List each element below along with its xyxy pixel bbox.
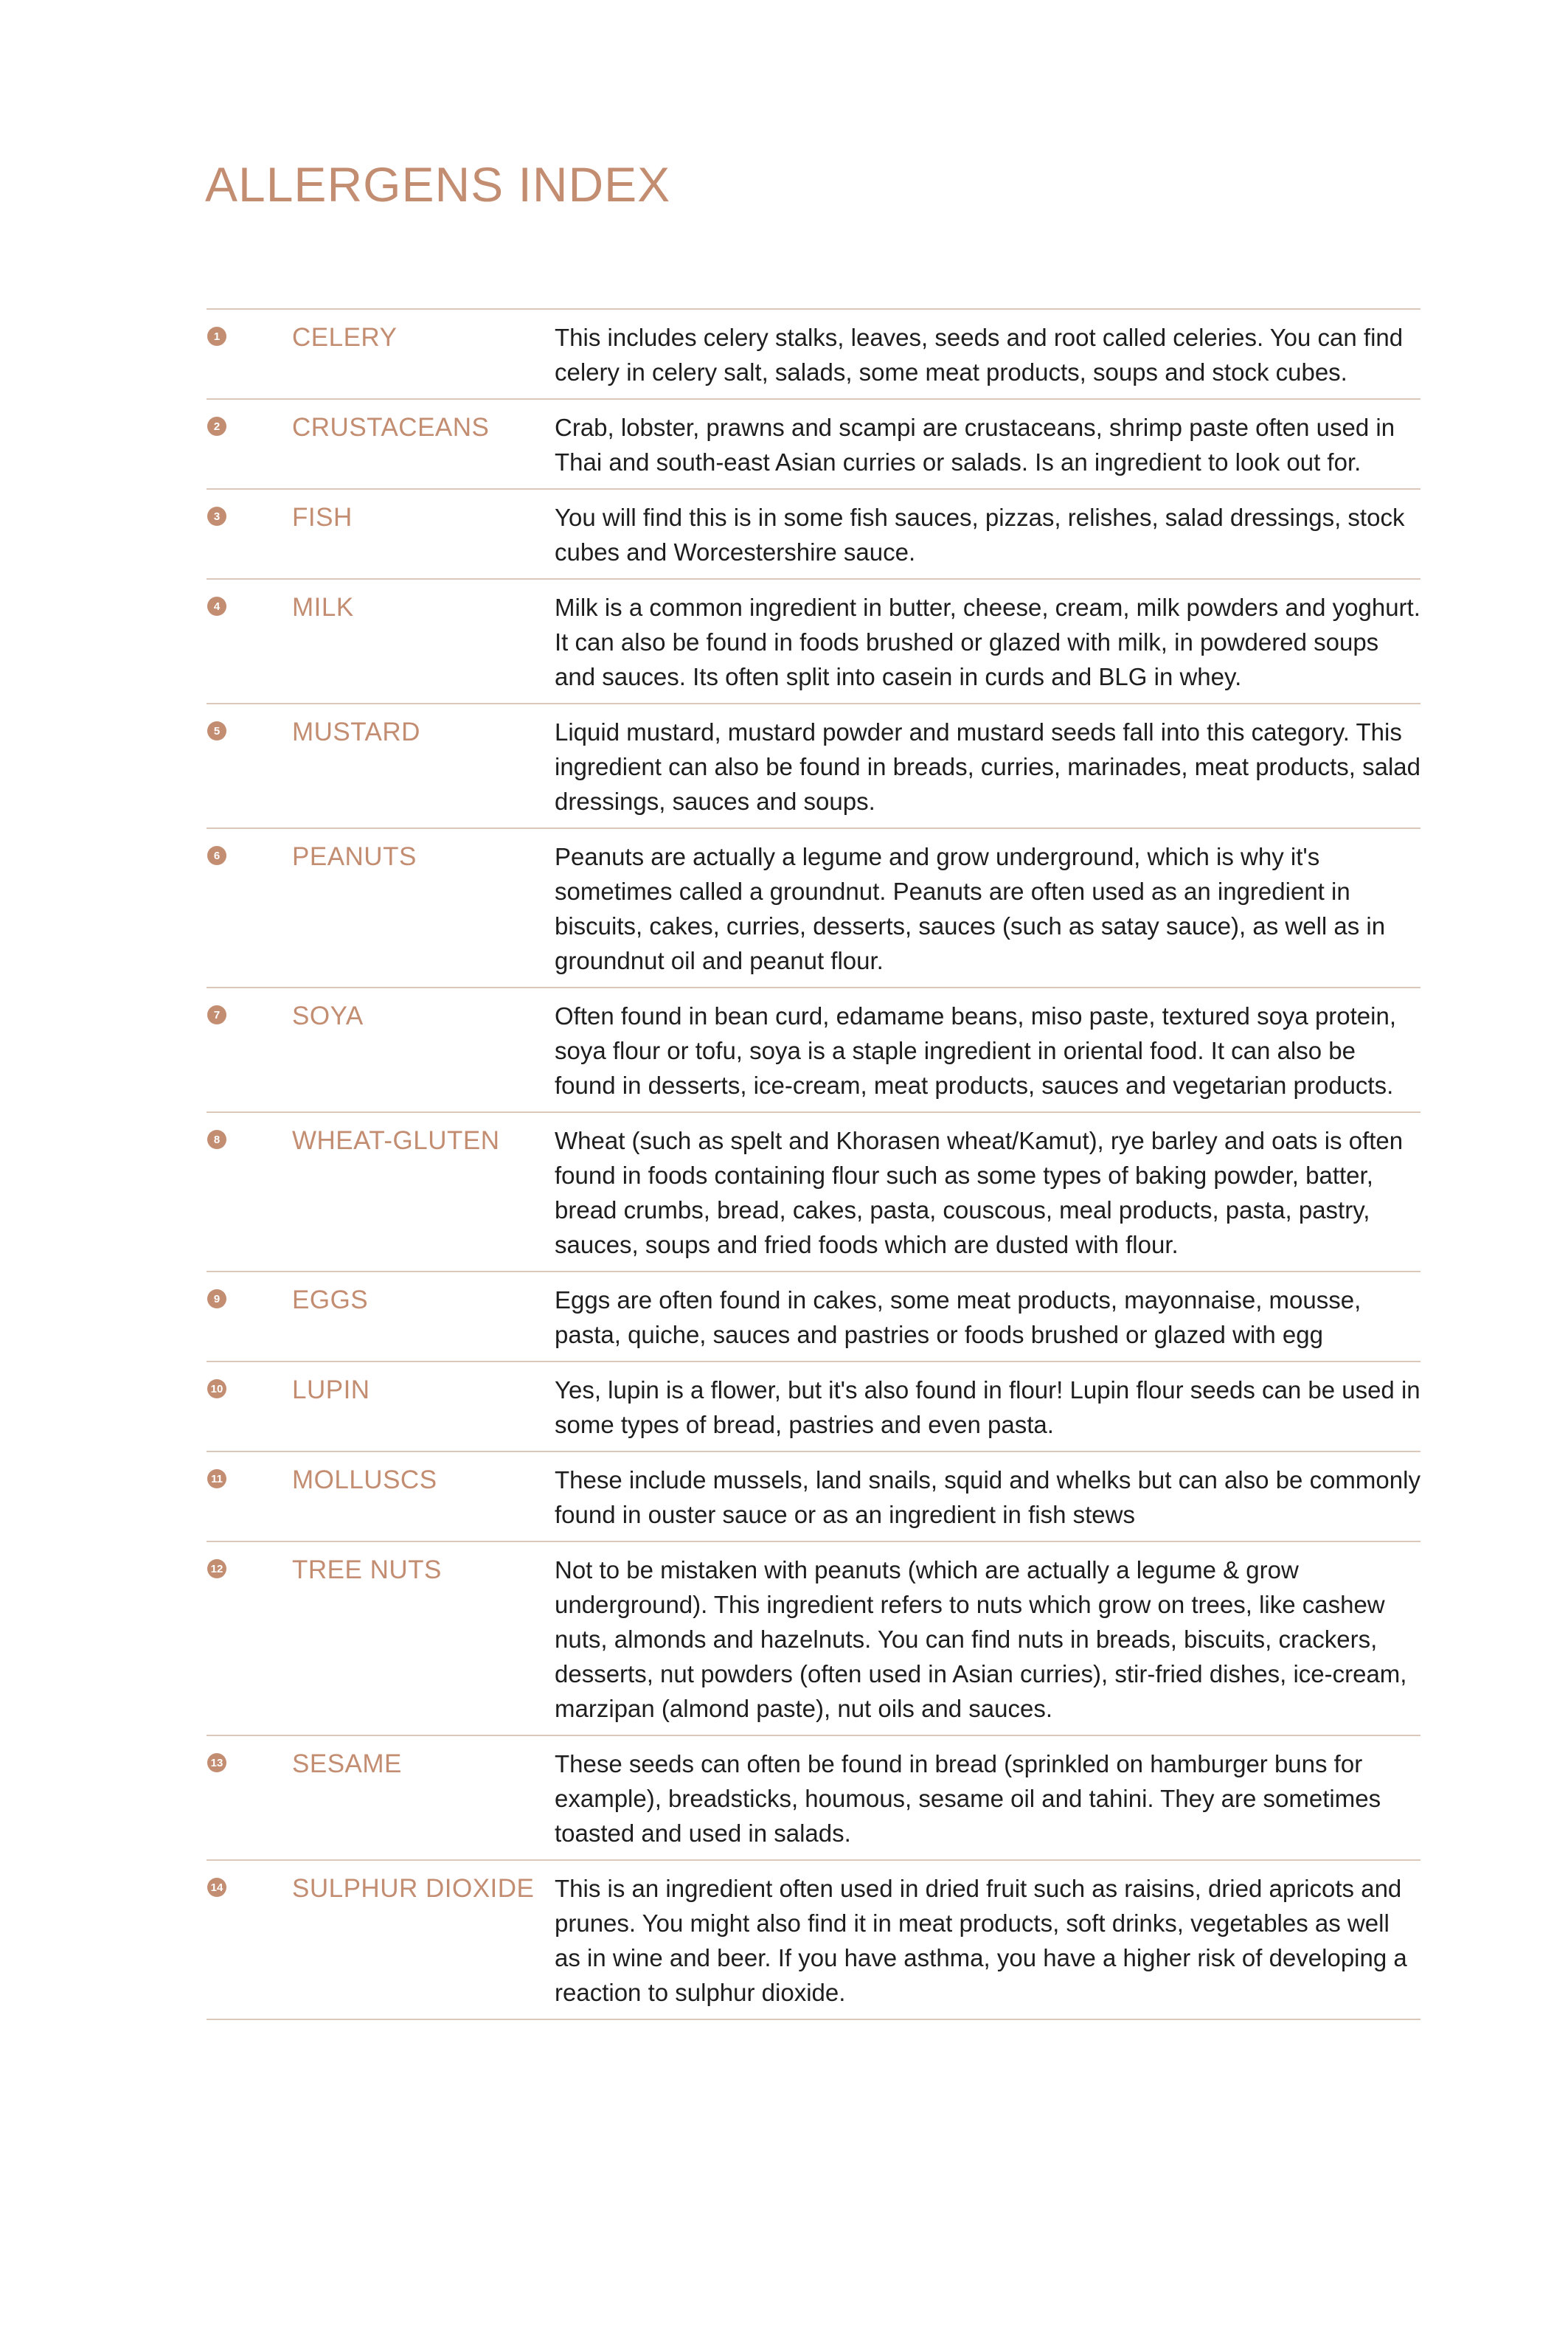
number-badge-icon: 4 — [207, 597, 226, 616]
allergen-row — [207, 1542, 1420, 1736]
allergen-description: These seeds can often be found in bread (sprinkled on hamburger buns for example), breadsticks, houmous, sesame oil and tahini. They are sometimes toasted and used in salads. — [555, 1750, 1381, 1847]
number-badge-icon: 14 — [207, 1878, 226, 1897]
allergen-description: Milk is a common ingredient in butter, cheese, cream, milk powders and yoghurt. It can also be found in foods brushed or glazed with milk, in powdered soups and sauces. Its often split into casein in curds and BLG in whey. — [555, 594, 1420, 690]
number-badge-icon: 8 — [207, 1130, 226, 1149]
allergen-name: MOLLUSCS — [292, 1465, 437, 1494]
allergen-row — [207, 1362, 1420, 1452]
allergen-row — [207, 1861, 1420, 2020]
allergen-name: PEANUTS — [292, 842, 417, 871]
number-badge-icon: 3 — [207, 507, 226, 526]
allergen-row — [207, 580, 1420, 704]
allergen-description: Eggs are often found in cakes, some meat products, mayonnaise, mousse, pasta, quiche, sauces and pastries or foods brushed or glazed with egg — [555, 1286, 1361, 1348]
page-title: ALLERGENS INDEX — [205, 157, 671, 212]
allergen-description: Peanuts are actually a legume and grow underground, which is why it's sometimes called a groundnut. Peanuts are often used as an ingredient in biscuits, cakes, curries, desserts, sauces (such as satay sauce), as well as in groundnut oil and peanut flour. — [555, 843, 1386, 974]
allergen-name: TREE NUTS — [292, 1555, 442, 1584]
number-badge-icon: 5 — [207, 721, 226, 740]
allergen-description: Often found in bean curd, edamame beans, miso paste, textured soya protein, soya flour or tofu, soya is a staple ingredient in oriental food. It can also be found in desserts, ice-cream, meat products, sauces and vegetarian products. — [555, 1002, 1397, 1099]
number-badge-icon: 10 — [207, 1379, 226, 1398]
number-badge-icon: 2 — [207, 417, 226, 436]
number-badge-icon: 9 — [207, 1289, 226, 1308]
allergen-row — [207, 1452, 1420, 1542]
allergen-row — [207, 1113, 1420, 1272]
allergen-name: CELERY — [292, 323, 398, 352]
number-badge-icon: 11 — [207, 1469, 226, 1488]
allergen-name: SESAME — [292, 1749, 402, 1778]
number-badge-icon: 7 — [207, 1005, 226, 1024]
allergen-row — [207, 490, 1420, 580]
allergen-name: FISH — [292, 503, 353, 532]
number-badge-icon: 12 — [207, 1559, 226, 1578]
allergen-name: CRUSTACEANS — [292, 413, 490, 442]
allergen-name: EGGS — [292, 1286, 369, 1314]
allergen-row — [207, 1736, 1420, 1861]
allergen-name: MUSTARD — [292, 718, 420, 746]
allergen-row — [207, 310, 1420, 400]
allergen-name: WHEAT-GLUTEN — [292, 1126, 500, 1155]
allergen-row — [207, 829, 1420, 988]
allergen-description: This includes celery stalks, leaves, seeds and root called celeries. You can find celery in celery salt, salads, some meat products, soups and stock cubes. — [555, 324, 1404, 386]
allergen-description: This is an ingredient often used in dried fruit such as raisins, dried apricots and prunes. You might also find it in meat products, soft drinks, vegetables as well as in wine and beer. If you have asthma, you have a higher risk of developing a reaction to sulphur dioxide. — [555, 1875, 1407, 2006]
allergen-row — [207, 400, 1420, 490]
allergen-row — [207, 704, 1420, 829]
allergen-name: LUPIN — [292, 1376, 370, 1404]
allergens-table — [207, 308, 1420, 2020]
number-badge-icon: 1 — [207, 327, 226, 346]
allergen-description: Liquid mustard, mustard powder and mustard seeds fall into this category. This ingredient can also be found in breads, curries, marinades, meat products, salad dressings, sauces and soups. — [555, 718, 1420, 815]
allergen-name: SOYA — [292, 1002, 364, 1030]
allergen-name: SULPHUR DIOXIDE — [292, 1874, 535, 1903]
allergen-row — [207, 1272, 1420, 1362]
allergen-description: Yes, lupin is a flower, but it's also found in flour! Lupin flour seeds can be used in some types of bread, pastries and even pasta. — [555, 1376, 1420, 1438]
allergen-description: Wheat (such as spelt and Khorasen wheat/Kamut), rye barley and oats is often found in foods containing flour such as some types of baking powder, batter, bread crumbs, bread, cakes, pasta, couscous, meal products, pasta, pastry, sauces, soups and fried foods which are dusted with flour. — [555, 1127, 1404, 1258]
allergen-description: Not to be mistaken with peanuts (which are actually a legume & grow underground). This ingredient refers to nuts which grow on trees, like cashew nuts, almonds and hazelnuts. You can find nuts in breads, biscuits, crackers, desserts, nut powders (often used in Asian curries), stir-fried dishes, ice-cream, marzipan (almond paste), nut oils and sauces. — [555, 1556, 1407, 1722]
number-badge-icon: 13 — [207, 1753, 226, 1772]
allergen-description: Crab, lobster, prawns and scampi are crustaceans, shrimp paste often used in Thai and south-east Asian curries or salads. Is an ingredient to look out for. — [555, 414, 1395, 476]
allergen-description: These include mussels, land snails, squid and whelks but can also be commonly found in ouster sauce or as an ingredient in fish stews — [555, 1466, 1420, 1528]
allergen-row — [207, 988, 1420, 1113]
allergen-description: You will find this is in some fish sauces, pizzas, relishes, salad dressings, stock cubes and Worcestershire sauce. — [555, 504, 1405, 566]
number-badge-icon: 6 — [207, 846, 226, 865]
allergen-name: MILK — [292, 593, 354, 622]
